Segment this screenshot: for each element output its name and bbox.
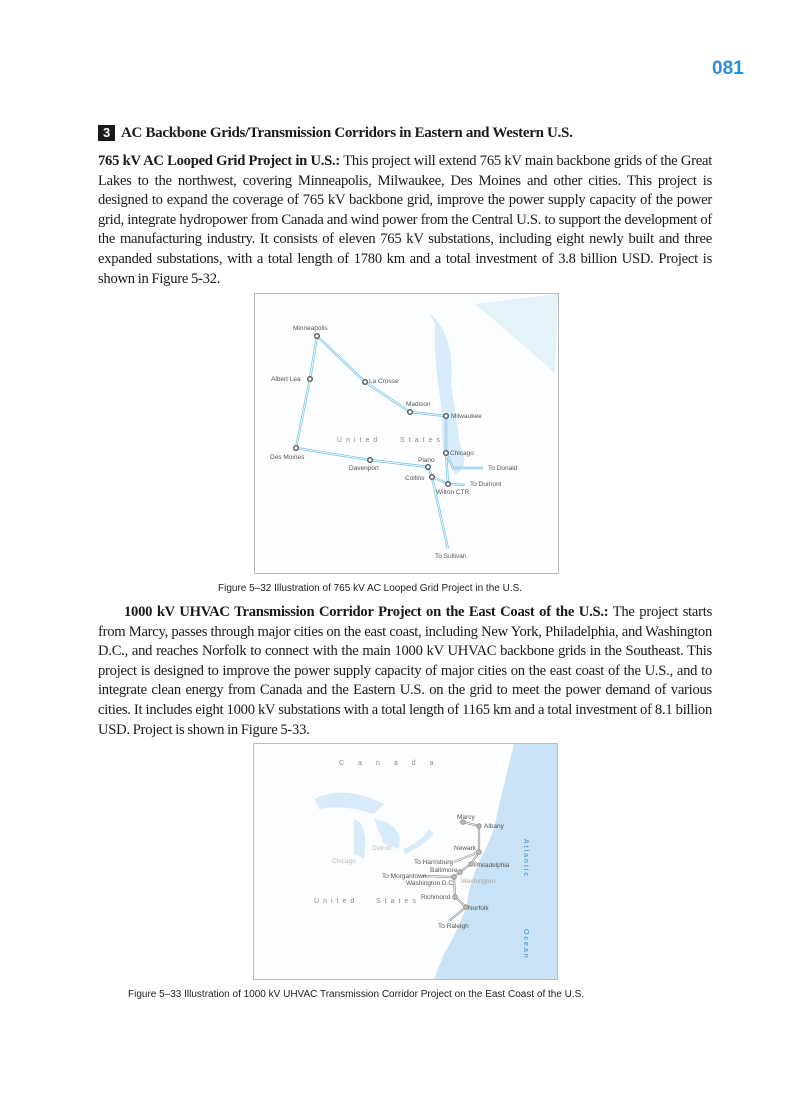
country-label: States — [376, 898, 420, 905]
section-heading — [98, 125, 718, 142]
label-washington-dc: Washington D.C. — [406, 880, 455, 887]
label-minneapolis: Minneapolis — [293, 325, 328, 332]
paragraph-765kv — [98, 152, 712, 289]
label-chicago: Chicago — [450, 450, 474, 457]
paragraph-body: This project will extend 765 kV main backbone grids of the Great Lakes to the northwest, covering Minneapolis, Milwaukee, Des Moines and other cities. This project is designed to expand the coverage of 765 kV backbone grid, improve the power supply capacity of the power grid, integrate hydropower from Canada and wind power from the Central U.S. to support the development of the manufacturing industry. It consists of eleven 765 kV substations, including eight newly built and three expanded substations, with a total length of 1780 km and a total investment of 3.8 billion USD. Project is shown in Figure 5-32. — [98, 153, 712, 287]
label-to-harrisburg: To Harrisburg — [414, 859, 454, 866]
figure-5-32-map — [254, 293, 559, 574]
map-1000kv-east-coast — [254, 744, 557, 979]
figure-5-32-caption: Figure 5–32 Illustration of 765 kV AC Looped Grid Project in the U.S. — [218, 583, 523, 594]
label-collins: Collins — [405, 475, 425, 482]
country-label: United — [337, 437, 382, 444]
label-to-dumont: To Dumont — [470, 481, 502, 488]
label-marcy: Marcy — [457, 814, 475, 821]
label-des-moines: Des Moines — [270, 454, 305, 461]
label-to-sullivan: To Sullivan — [435, 553, 467, 560]
label-albany: Albany — [484, 823, 504, 830]
label-norfolk: Norfolk — [468, 905, 489, 912]
section-number-badge: 3 — [98, 125, 115, 141]
label-albert-lea: Albert Lea — [271, 376, 301, 383]
label-to-donald: To Donald — [488, 465, 518, 472]
paragraph-lead: 765 kV AC Looped Grid Project in U.S.: — [98, 153, 341, 169]
label-detroit: Detroit — [372, 845, 392, 852]
label-la-crosse: La Crosse — [369, 378, 399, 385]
figure-5-33-map — [253, 743, 558, 980]
section-title: AC Backbone Grids/Transmission Corridors in Eastern and Western U.S. — [120, 125, 573, 141]
ocean-label: Ocean — [522, 929, 529, 960]
country-label-canada: Canada — [339, 760, 448, 767]
label-chicago: Chicago — [332, 858, 356, 865]
label-to-morgantown: To Morgantown — [382, 873, 427, 880]
ocean-label: Atlantic — [522, 839, 529, 878]
label-davenport: Davenport — [349, 465, 379, 472]
label-newark: Newark — [454, 845, 477, 852]
page-number: 081 — [712, 58, 744, 79]
water-area — [475, 294, 558, 374]
label-milwaukee: Milwaukee — [451, 413, 482, 420]
paragraph-lead: 1000 kV UHVAC Transmission Corridor Project on the East Coast of the U.S.: — [124, 604, 609, 620]
map-765kv-loop — [255, 294, 558, 573]
label-madison: Madison — [406, 401, 431, 408]
label-to-raleigh: To Raleigh — [438, 923, 469, 930]
figure-5-33-caption: Figure 5–33 Illustration of 1000 kV UHVAC Transmission Corridor Project on the East Coast of the U.S. — [128, 989, 585, 1000]
paragraph-body: The project starts from Marcy, passes through major cities on the east coast, including New York, Philadelphia, and Washington D.C., and reaches Norfolk to connect with the main 1000 kV UHVAC backbone grids in the Southeast. This project is designed to improve the power supply capacity of major cities on the east coast of the U.S., and to integrate clean energy from Canada and the Eastern U.S. on the grid to meet the power demand of various cities. It includes eight 1000 kV substations with a total length of 1165 km and a total investment of 8.1 billion USD. Project is shown in Figure 5-33. — [98, 604, 712, 738]
label-washington: Washington — [461, 878, 496, 885]
country-label: States — [400, 437, 444, 444]
label-philadelphia: Philadelphia — [474, 862, 510, 869]
label-plano: Plano — [418, 457, 435, 464]
paragraph-1000kv — [98, 603, 712, 740]
label-wilton-ctr: Wilton CTR — [436, 489, 470, 496]
country-label: United — [314, 898, 359, 905]
label-baltimore: Baltimore — [430, 867, 458, 874]
label-richmond: Richmond — [421, 894, 451, 901]
